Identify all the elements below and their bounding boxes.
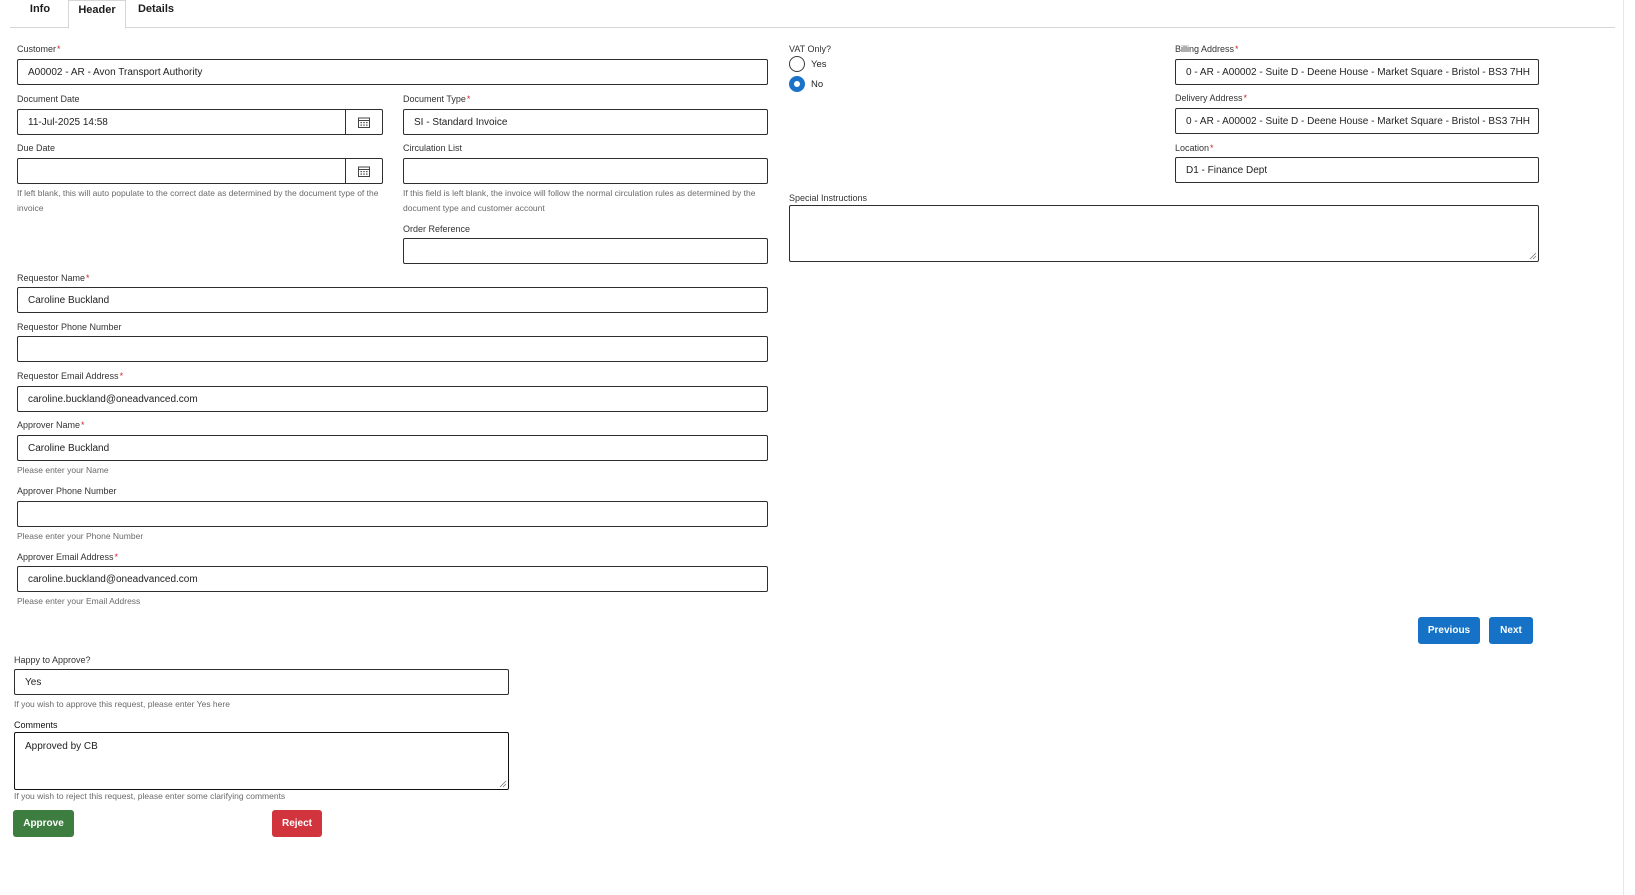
vat-only-yes-radio[interactable]: [789, 56, 827, 72]
radio-unchecked-icon: [789, 56, 805, 72]
approver-phone-help: Please enter your Phone Number: [17, 531, 144, 541]
approver-name-label: Approver Name*: [17, 420, 85, 430]
approve-button[interactable]: Approve: [13, 810, 74, 837]
tab-info[interactable]: Info: [29, 3, 51, 15]
vat-only-no-radio[interactable]: [789, 76, 823, 92]
approver-phone-label: Approver Phone Number: [17, 486, 117, 496]
document-type-field[interactable]: SI - Standard Invoice: [403, 109, 768, 135]
next-button[interactable]: Next: [1489, 617, 1533, 644]
comments-value: Approved by CB: [25, 741, 98, 752]
approver-email-label: Approver Email Address*: [17, 552, 119, 562]
location-label: Location*: [1175, 143, 1214, 153]
order-reference-field[interactable]: [403, 238, 768, 264]
requestor-name-label: Requestor Name*: [17, 273, 90, 283]
comments-field[interactable]: [14, 732, 509, 790]
special-instructions-label: Special Instructions: [789, 193, 868, 203]
due-date-label: Due Date: [17, 143, 56, 153]
circulation-list-field[interactable]: [403, 158, 768, 184]
requestor-email-field[interactable]: caroline.buckland@oneadvanced.com: [17, 386, 768, 412]
delivery-address-field[interactable]: 0 - AR - A00002 - Suite D - Deene House - Market Square - Bristol - BS3 7HH: [1175, 108, 1539, 134]
requestor-phone-label: Requestor Phone Number: [17, 322, 122, 332]
tab-header[interactable]: Header: [68, 0, 126, 29]
circulation-list-label: Circulation List: [403, 143, 463, 153]
vat-only-yes-label: Yes: [811, 58, 827, 70]
comments-help: If you wish to reject this request, please enter some clarifying comments: [14, 791, 286, 801]
resize-grip-icon[interactable]: [499, 780, 507, 788]
approver-name-help: Please enter your Name: [17, 465, 109, 475]
circulation-list-help: If this field is left blank, the invoice will follow the normal circulation rules as determined by the document type and customer account: [403, 188, 756, 213]
due-date-field[interactable]: [17, 158, 346, 184]
document-date-field[interactable]: 11-Jul-2025 14:58: [17, 109, 346, 135]
special-instructions-field[interactable]: [789, 205, 1539, 262]
document-type-label: Document Type*: [403, 94, 471, 104]
due-date-help: If left blank, this will auto populate to the correct date as determined by the document type of the invoice: [17, 188, 379, 213]
billing-address-field[interactable]: 0 - AR - A00002 - Suite D - Deene House - Market Square - Bristol - BS3 7HH: [1175, 59, 1539, 85]
tab-bar: [10, 0, 1615, 28]
requestor-name-field[interactable]: Caroline Buckland: [17, 287, 768, 313]
customer-label: Customer*: [17, 44, 61, 54]
vat-only-label: VAT Only?: [789, 44, 832, 54]
reject-button[interactable]: Reject: [272, 810, 322, 837]
previous-button[interactable]: Previous: [1418, 617, 1480, 644]
approver-name-field[interactable]: Caroline Buckland: [17, 435, 768, 461]
order-reference-label: Order Reference: [403, 224, 471, 234]
approver-email-field[interactable]: caroline.buckland@oneadvanced.com: [17, 566, 768, 592]
calendar-icon[interactable]: [346, 158, 383, 184]
tab-details[interactable]: Details: [137, 3, 175, 15]
vat-only-no-label: No: [811, 78, 824, 90]
radio-checked-icon: [789, 76, 805, 92]
resize-grip-icon[interactable]: [1529, 252, 1537, 260]
happy-to-approve-field[interactable]: Yes: [14, 669, 509, 695]
comments-label: Comments: [14, 720, 58, 730]
delivery-address-label: Delivery Address*: [1175, 93, 1248, 103]
happy-to-approve-help: If you wish to approve this request, please enter Yes here: [14, 699, 230, 709]
document-date-label: Document Date: [17, 94, 80, 104]
billing-address-label: Billing Address*: [1175, 44, 1239, 54]
calendar-icon[interactable]: [346, 109, 383, 135]
scrollbar[interactable]: [1623, 0, 1635, 895]
location-field[interactable]: D1 - Finance Dept: [1175, 157, 1539, 183]
approver-email-help: Please enter your Email Address: [17, 596, 141, 606]
requestor-email-label: Requestor Email Address*: [17, 371, 124, 381]
approver-phone-field[interactable]: [17, 501, 768, 527]
happy-to-approve-label: Happy to Approve?: [14, 655, 91, 665]
customer-field[interactable]: A00002 - AR - Avon Transport Authority: [17, 59, 768, 85]
requestor-phone-field[interactable]: [17, 336, 768, 362]
